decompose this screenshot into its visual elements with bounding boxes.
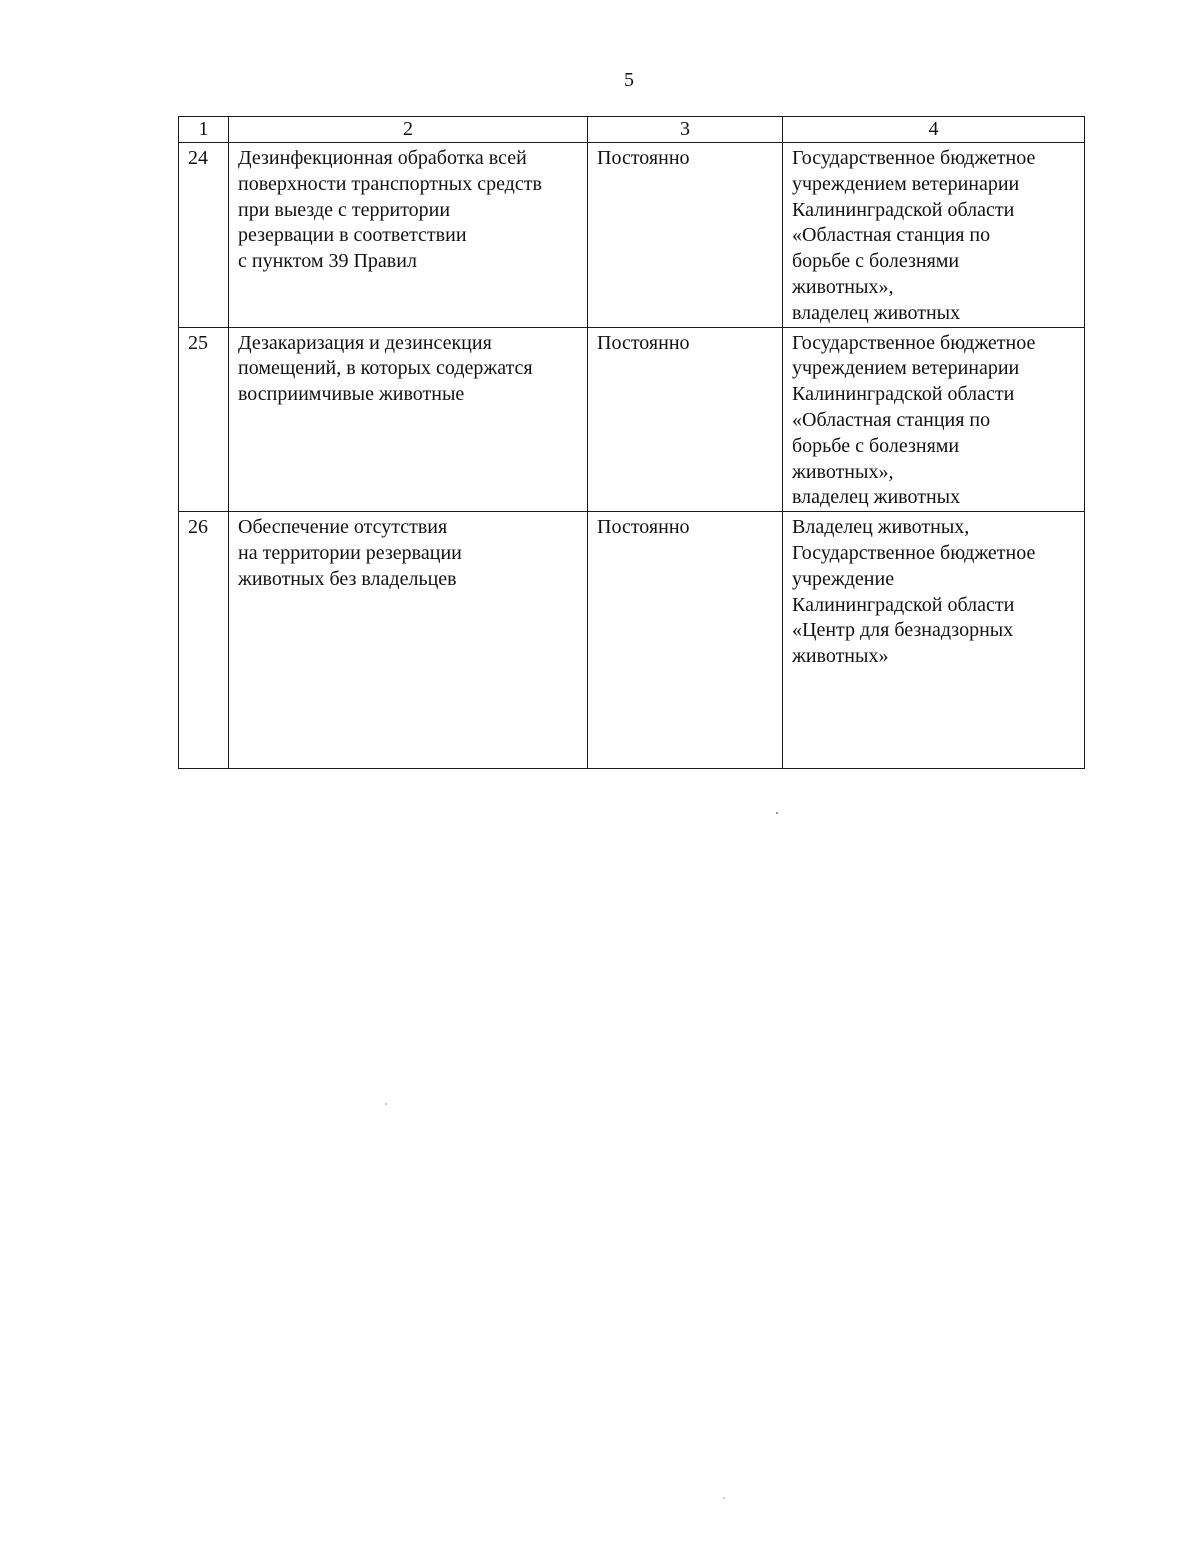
header-col-1: 1 [179, 117, 229, 143]
term-cell: Постоянно [588, 143, 783, 328]
responsible-line: учреждением ветеринарии [792, 172, 1020, 195]
responsible-cell [783, 512, 1085, 769]
responsible-line: борьбе с болезнями [792, 250, 960, 273]
measures-table [178, 116, 1085, 769]
responsible-line: Владелец животных, [792, 516, 970, 539]
responsible-line: животных», [792, 460, 894, 483]
responsible-line: «Областная станция по [792, 224, 991, 247]
header-col-2: 2 [229, 117, 588, 143]
responsible-line: Государственное бюджетное [792, 541, 1036, 564]
scan-speck [385, 1103, 387, 1105]
responsible-line: «Областная станция по [792, 408, 991, 431]
responsible-line: животных», [792, 275, 894, 298]
responsible-line: учреждением ветеринарии [792, 357, 1020, 380]
measure-line: поверхности транспортных средств [238, 172, 542, 195]
table-header-row [179, 117, 1085, 143]
measure-line: помещений, в которых содержатся [238, 357, 533, 380]
table-row [179, 512, 1085, 769]
measure-cell [229, 143, 588, 328]
measure-line: Дезакаризация и дезинсекция [238, 331, 492, 354]
measure-cell [229, 327, 588, 512]
term-cell: Постоянно [588, 327, 783, 512]
measure-line: животных без владельцев [238, 567, 457, 590]
row-number: 26 [179, 512, 229, 769]
table-row [179, 327, 1085, 512]
responsible-line: животных» [792, 645, 889, 668]
responsible-line: Калининградской области [792, 383, 1015, 406]
responsible-line: владелец животных [792, 486, 961, 509]
table-row [179, 143, 1085, 328]
measure-line: резервации в соответствии [238, 224, 467, 247]
responsible-line: борьбе с болезнями [792, 434, 960, 457]
row-number: 24 [179, 143, 229, 328]
header-col-3: 3 [588, 117, 783, 143]
responsible-line: учреждение [792, 567, 895, 590]
measure-cell [229, 512, 588, 769]
responsible-line: Калининградской области [792, 198, 1015, 221]
responsible-line: владелец животных [792, 301, 961, 324]
term-cell: Постоянно [588, 512, 783, 769]
responsible-line: «Центр для безнадзорных [792, 619, 1014, 642]
responsible-cell [783, 143, 1085, 328]
scan-speck [723, 1497, 725, 1499]
measure-line: на территории резервации [238, 541, 462, 564]
responsible-line: Калининградской области [792, 593, 1015, 616]
scan-speck [776, 812, 778, 814]
responsible-line: Государственное бюджетное [792, 331, 1036, 354]
measure-line: с пунктом 39 Правил [238, 250, 417, 273]
measure-line: Обеспечение отсутствия [238, 516, 448, 539]
measure-line: восприимчивые животные [238, 383, 465, 406]
row-number: 25 [179, 327, 229, 512]
responsible-line: Государственное бюджетное [792, 147, 1036, 169]
measure-line: Дезинфекционная обработка всей [238, 147, 527, 169]
header-col-4: 4 [783, 117, 1085, 143]
measure-line: при выезде с территории [238, 198, 451, 221]
responsible-cell [783, 327, 1085, 512]
page-number: 5 [624, 69, 634, 91]
